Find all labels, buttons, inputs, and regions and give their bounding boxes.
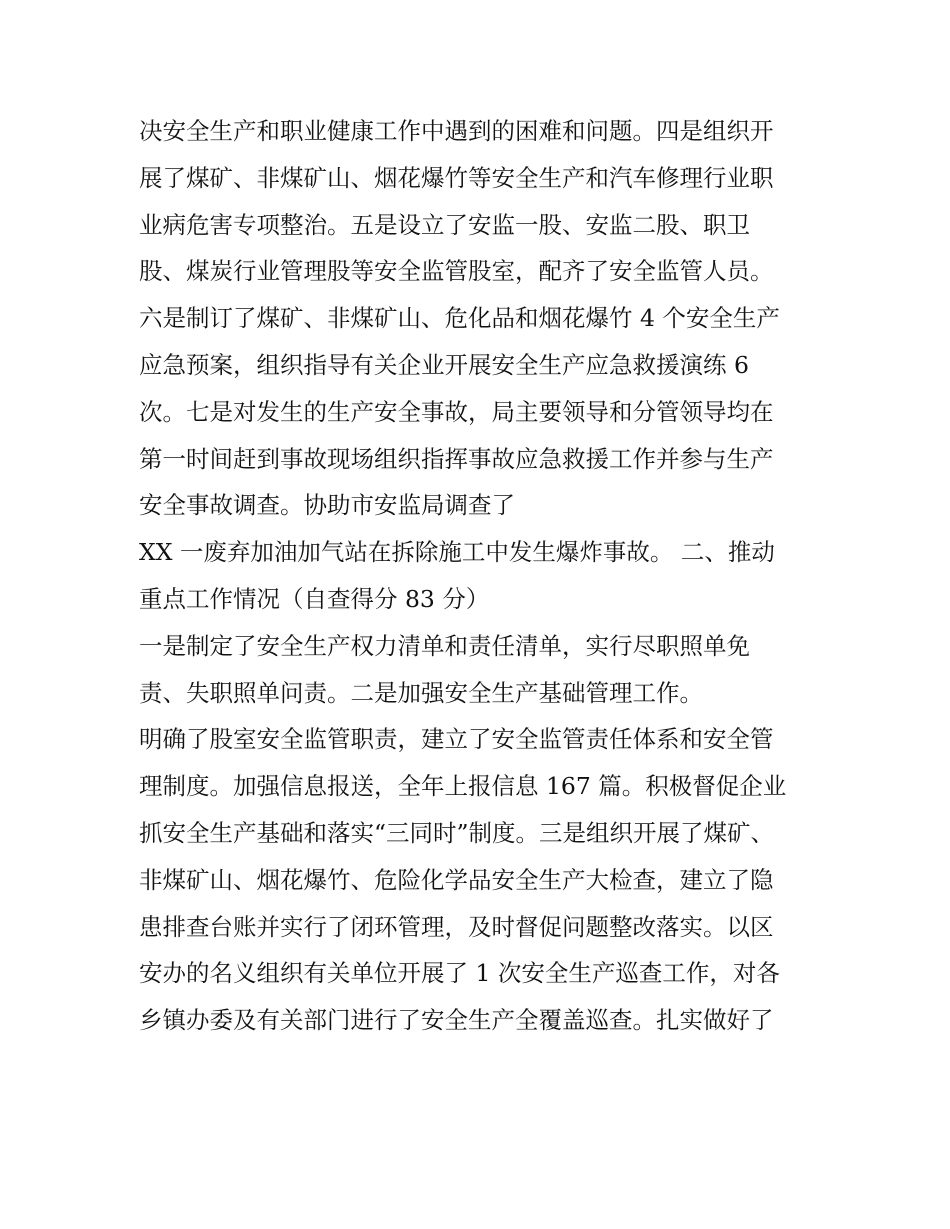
text-line: 患排查台账并实行了闭环管理，及时督促问题整改落实。以区 [139, 912, 774, 941]
text-line: 展了煤矿、非煤矿山、烟花爆竹等安全生产和汽车修理行业职 [139, 163, 774, 192]
text-line: 股、煤炭行业管理股等安全监管股室，配齐了安全监管人员。 [139, 257, 774, 286]
body-text [139, 108, 819, 1044]
text-line: 第一时间赶到事故现场组织指挥事故应急救援工作并参与生产 [139, 444, 774, 473]
text-line: 非煤矿山、烟花爆竹、危险化学品安全生产大检查，建立了隐 [139, 865, 774, 894]
text-line: 明确了股室安全监管职责，建立了安全监管责任体系和安全管 [139, 725, 774, 754]
text-line: XX 一废弃加油加气站在拆除施工中发生爆炸事故。 二、推动 [139, 538, 775, 567]
text-line: 业病危害专项整治。五是设立了安监一股、安监二股、职卫 [139, 210, 750, 239]
text-line: 决安全生产和职业健康工作中遇到的困难和问题。四是组织开 [139, 117, 774, 145]
text-line: 安全事故调查。协助市安监局调查了 [139, 491, 515, 520]
text-line: 六是制订了煤矿、非煤矿山、危化品和烟花爆竹 4 个安全生产 [139, 304, 780, 333]
text-line: 应急预案，组织指导有关企业开展安全生产应急救援演练 6 [139, 350, 749, 379]
text-line: 理制度。加强信息报送，全年上报信息 167 篇。积极督促企业 [139, 772, 787, 801]
section-heading: 重点工作情况（自查得分 83 分） [139, 584, 490, 613]
text-line: 抓安全生产基础和落实“三同时”制度。三是组织开展了煤矿、 [139, 818, 775, 847]
text-line: 乡镇办委及有关部门进行了安全生产全覆盖巡查。扎实做好了 [139, 1006, 774, 1035]
text-line: 一是制定了安全生产权力清单和责任清单，实行尽职照单免 [139, 631, 750, 660]
text-line: 安办的名义组织有关单位开展了 1 次安全生产巡查工作，对各 [139, 959, 780, 988]
text-line: 次。七是对发生的生产安全事故，局主要领导和分管领导均在 [139, 397, 774, 426]
text-line: 责、失职照单问责。二是加强安全生产基础管理工作。 [139, 678, 703, 707]
